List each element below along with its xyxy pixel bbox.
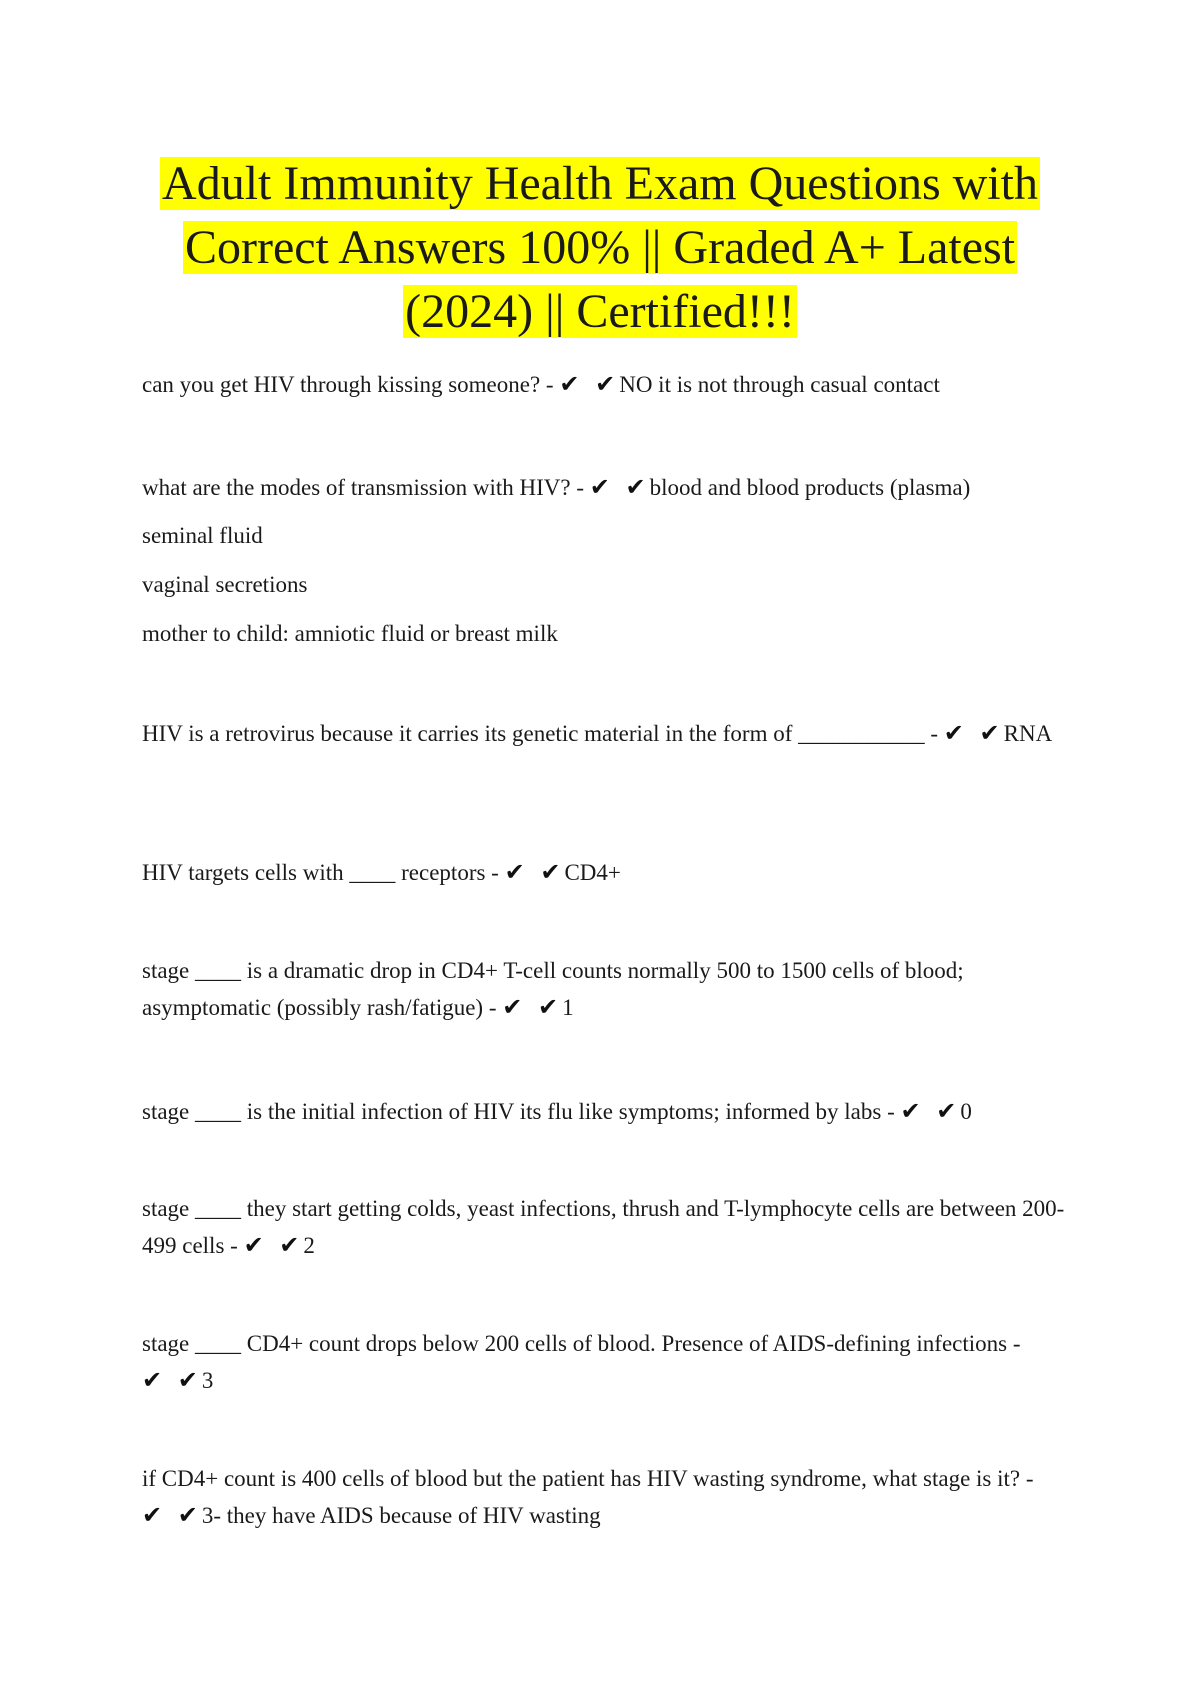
answer-text: 2 <box>303 1233 315 1258</box>
qa-item <box>142 953 1082 1026</box>
check-icon: ✔ ✔ <box>142 1501 202 1529</box>
answer-extra-line: vaginal secretions <box>142 572 308 597</box>
answer-text: 0 <box>960 1099 972 1124</box>
check-icon: ✔ ✔ <box>589 473 650 501</box>
answer-text: NO it is not through casual contact <box>619 372 940 397</box>
qa-item <box>142 715 1082 752</box>
answer-text: 3- they have AIDS because of HIV wasting <box>201 1503 601 1528</box>
question-text: HIV is a retrovirus because it carries its genetic material in the form of ___________ - <box>142 721 939 746</box>
qa-item <box>142 854 1082 891</box>
qa-item <box>142 1326 1082 1399</box>
document-title <box>100 152 1100 344</box>
answer-text: blood and blood products (plasma) <box>649 475 971 500</box>
title-line-2: Correct Answers 100% || Graded A+ Latest <box>184 221 1016 274</box>
question-text: stage ____ they start getting colds, yeast infections, thrush and T-lymphocyte cells are between 200-499 cells - <box>142 1196 1065 1258</box>
check-icon: ✔ ✔ <box>504 858 565 886</box>
check-icon: ✔ ✔ <box>502 993 563 1021</box>
question-text: if CD4+ count is 400 cells of blood but the patient has HIV wasting syndrome, what stage is it? - <box>142 1466 1034 1491</box>
answer-text: CD4+ <box>564 860 621 885</box>
check-icon: ✔ ✔ <box>243 1231 304 1259</box>
answer-extra-line: mother to child: amniotic fluid or breast milk <box>142 621 558 646</box>
qa-item <box>142 1093 1082 1130</box>
question-text: stage ____ CD4+ count drops below 200 cells of blood. Presence of AIDS-defining infections - <box>142 1331 1021 1356</box>
title-line-3: (2024) || Certified!!! <box>405 285 795 338</box>
answer-text: 3 <box>201 1368 214 1393</box>
question-text: stage ____ is the initial infection of HIV its flu like symptoms; informed by labs - <box>142 1099 895 1124</box>
question-text: HIV targets cells with ____ receptors - <box>142 860 499 885</box>
qa-item <box>142 1191 1082 1264</box>
question-text: stage ____ is a dramatic drop in CD4+ T-cell counts normally 500 to 1500 cells of blood; asymptomatic (possibly rash/fatigue) - <box>142 958 964 1020</box>
question-text: can you get HIV through kissing someone? - <box>142 372 554 397</box>
answer-extra-line: seminal fluid <box>142 523 263 548</box>
check-icon: ✔ ✔ <box>559 370 620 398</box>
title-line-1: Adult Immunity Health Exam Questions with <box>162 157 1038 210</box>
qa-item <box>142 366 1082 403</box>
check-icon: ✔ ✔ <box>142 1366 202 1394</box>
qa-item <box>142 469 1082 506</box>
question-text: what are the modes of transmission with HIV? - <box>142 475 585 500</box>
answer-text: RNA <box>1003 721 1053 746</box>
check-icon: ✔ ✔ <box>943 719 1004 747</box>
qa-item <box>142 1461 1082 1534</box>
check-icon: ✔ ✔ <box>900 1097 961 1125</box>
answer-text: 1 <box>562 995 574 1020</box>
